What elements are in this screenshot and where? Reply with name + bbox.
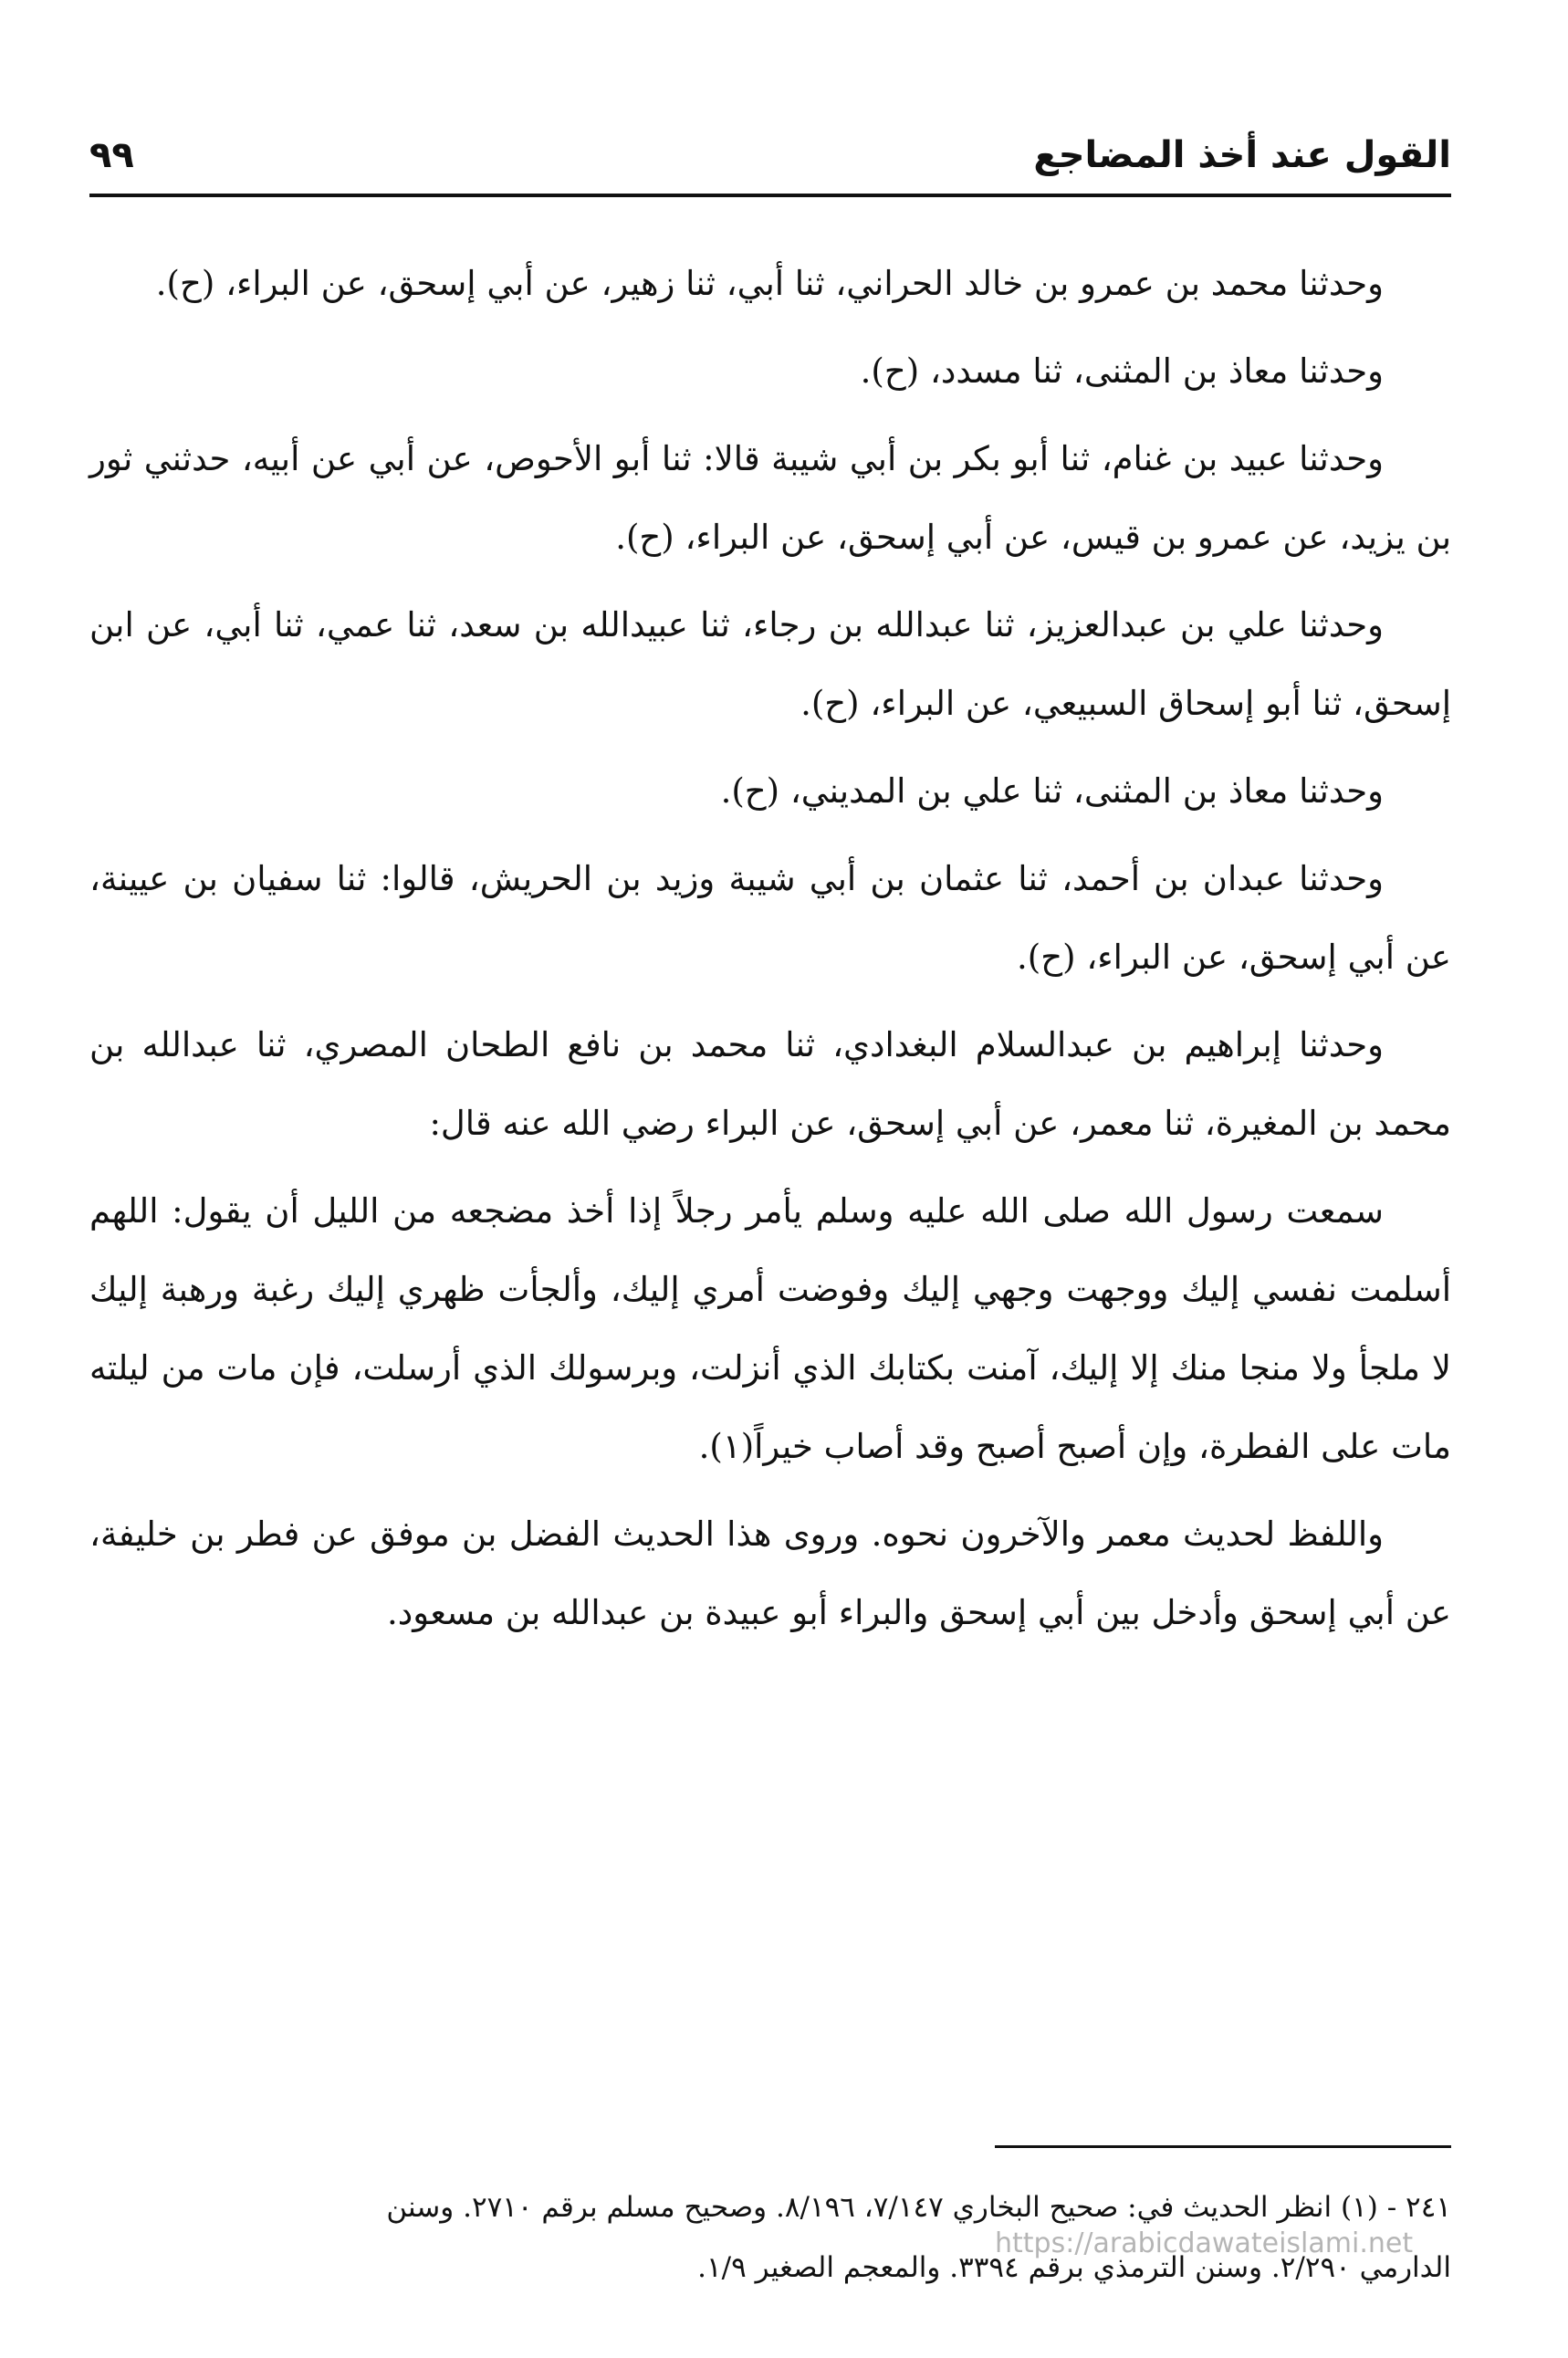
- watermark-url: https://arabicdawateislami.net: [995, 2227, 1414, 2259]
- footnote-line-1: ٢٤١ - (١) انظر الحديث في: صحيح البخاري ٧/١٤٧، ٨/١٩٦. وصحيح مسلم برقم ٢٧١٠. وسنن: [386, 2191, 1451, 2224]
- footnote-line-2: الدارمي ٢/٢٩٠. وسنن الترمذي برقم ٣٣٩٤. والمعجم الصغير ١/٩.: [697, 2251, 1451, 2284]
- footnote-rule: [995, 2145, 1451, 2148]
- running-title: القول عند أخذ المضاجع: [1033, 134, 1451, 176]
- paragraph-commentary: واللفظ لحديث معمر والآخرون نحوه. وروى هذا الحديث الفضل بن موفق عن فطر بن خليفة، عن أبي إسحق وأدخل بين أبي إسحق والبراء أبو عبيدة بن عبدالله بن مسعود.: [89, 1514, 1451, 1632]
- paragraph-hadith-text: سمعت رسول الله صلى الله عليه وسلم يأمر رجلاً إذا أخذ مضجعه من الليل أن يقول: اللهم أسلمت نفسي إليك ووجهت وجهي إليك وفوضت أمري إليك، وألجأت ظهري إليك رغبة ورهبة إليك لا ملجأ ولا منجا منك إلا إليك، آمنت بكتابك الذي أنزلت، وبرسولك الذي أرسلت، فإن مات من ليلته مات على الفطرة، وإن أصبح أصبح وقد أصاب خيراً(١).: [89, 1191, 1451, 1466]
- paragraph-isnad-3: وحدثنا عبيد بن غنام، ثنا أبو بكر بن أبي شيبة قالا: ثنا أبو الأحوص، عن أبي عن أبيه، حدثني ثور بن يزيد، عن عمرو بن قيس، عن أبي إسحق، عن البراء، (ح).: [89, 439, 1451, 557]
- page-header: [89, 128, 1451, 194]
- header-rule: [89, 194, 1451, 197]
- paragraph-isnad-7: وحدثنا إبراهيم بن عبدالسلام البغدادي، ثنا محمد بن نافع الطحان المصري، ثنا عبدالله بن محمد بن المغيرة، ثنا معمر، عن أبي إسحق، عن البراء رضي الله عنه قال:: [89, 1025, 1451, 1143]
- paragraph-isnad-1: وحدثنا محمد بن عمرو بن خالد الحراني، ثنا أبي، ثنا زهير، عن أبي إسحق، عن البراء، (ح).: [155, 264, 1384, 303]
- page-number: ٩٩: [89, 134, 134, 176]
- body-text: [89, 245, 1451, 1661]
- paragraph-isnad-2: وحدثنا معاذ بن المثنى، ثنا مسدد، (ح).: [860, 351, 1384, 391]
- paragraph-isnad-4: وحدثنا علي بن عبدالعزيز، ثنا عبدالله بن رجاء، ثنا عبيدالله بن سعد، ثنا عمي، ثنا أبي، عن ابن إسحق، ثنا أبو إسحاق السبيعي، عن البراء، (ح).: [89, 605, 1451, 723]
- paragraph-isnad-6: وحدثنا عبدان بن أحمد، ثنا عثمان بن أبي شيبة وزيد بن الحريش، قالوا: ثنا سفيان بن عيينة، عن أبي إسحق، عن البراء، (ح).: [89, 859, 1451, 977]
- paragraph-isnad-5: وحدثنا معاذ بن المثنى، ثنا علي بن المديني، (ح).: [720, 771, 1384, 811]
